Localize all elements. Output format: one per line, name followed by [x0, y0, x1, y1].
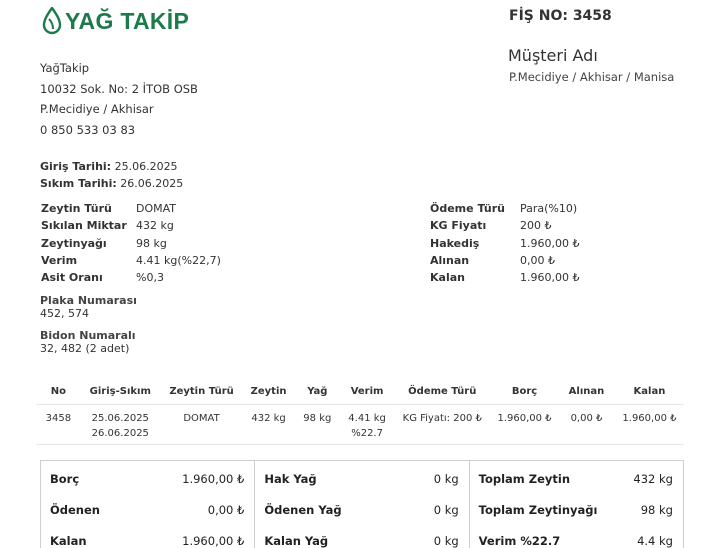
- plaka-block: [40, 294, 137, 320]
- firm-address-line1: 10032 Sok. No: 2 İTOB OSB: [40, 81, 198, 96]
- cell-zeytin-turu: DOMAT: [160, 404, 243, 444]
- summary-label: Verim %22.7: [478, 533, 561, 548]
- detail-row: [41, 200, 221, 217]
- firm-address-line2: P.Mecidiye / Akhisar: [40, 102, 154, 116]
- items-table: [36, 380, 684, 445]
- detail-value: %0,3: [136, 271, 164, 285]
- plaka-value: 452, 574: [40, 307, 89, 320]
- summary-label: Kalan: [50, 533, 87, 548]
- customer-address: P.Mecidiye / Akhisar / Manisa: [509, 70, 675, 84]
- detail-row: [430, 200, 579, 217]
- cell-yag: 98 kg: [294, 404, 341, 444]
- firm-name: YağTakip: [40, 61, 90, 75]
- summary-label: Ödenen: [50, 502, 100, 517]
- summary-value: 98 kg: [640, 502, 673, 517]
- detail-row: [41, 269, 221, 286]
- detail-value: 0,00 ₺: [520, 253, 555, 267]
- cell-odeme: KG Fiyatı: 200 ₺: [394, 404, 492, 444]
- detail-label: Asit Oranı: [41, 271, 103, 285]
- summary-label: Ödenen Yağ: [264, 502, 342, 517]
- col-header-yag: Yağ: [294, 380, 341, 404]
- sikim-date: 26.06.2025: [120, 177, 184, 190]
- cell-borc: 1.960,00 ₺: [491, 404, 558, 444]
- detail-value: 200 ₺: [520, 219, 552, 233]
- detail-label: Sıkılan Miktar: [41, 219, 127, 233]
- table-header-row: [36, 380, 684, 404]
- detail-row: [430, 217, 579, 234]
- summary-row: [479, 494, 683, 525]
- summary-row: [50, 494, 254, 525]
- cell-sikim: 26.06.2025: [91, 427, 149, 439]
- summary-value: 4.4 kg: [637, 533, 673, 548]
- col-header-odeme-turu: Ödeme Türü: [394, 380, 492, 404]
- summary-row: [50, 463, 254, 494]
- summary-value: 432 kg: [633, 471, 673, 486]
- detail-value: Para(%10): [520, 202, 578, 215]
- summary-row: [264, 494, 468, 525]
- detail-row: [41, 235, 221, 252]
- detail-label: Zeytinyağı: [41, 236, 107, 250]
- detail-value: 98 kg: [136, 236, 167, 250]
- detail-row: [430, 252, 579, 269]
- summary-value: 1.960,00 ₺: [182, 471, 245, 486]
- summary-label: Toplam Zeytinyağı: [478, 502, 598, 517]
- summary-col-payment: [41, 461, 254, 548]
- detail-label: Ödeme Türü: [430, 202, 505, 215]
- cell-alinan: 0,00 ₺: [558, 404, 615, 444]
- detail-label: Zeytin Türü: [41, 202, 112, 215]
- giris-label: Giriş Tarihi:: [40, 160, 112, 173]
- detail-label: Alınan: [430, 253, 470, 267]
- summary-value: 0 kg: [433, 471, 459, 486]
- cell-zeytin: 432 kg: [243, 404, 294, 444]
- detail-label: KG Fiyatı: [430, 219, 487, 233]
- summary-value: 0 kg: [433, 502, 459, 517]
- cell-giris: 25.06.2025: [91, 412, 149, 424]
- cell-giris-sikim: [81, 404, 160, 444]
- firm-info: [40, 58, 198, 140]
- dates-block: [40, 158, 183, 192]
- summary-label: Borç: [50, 471, 80, 486]
- summary-row: [479, 463, 683, 494]
- detail-value: 1.960,00 ₺: [520, 236, 580, 250]
- plaka-label: Plaka Numarası: [40, 294, 137, 307]
- col-header-alinan: Alınan: [558, 380, 615, 404]
- col-header-zeytin-turu: Zeytin Türü: [160, 380, 243, 404]
- detail-row: [41, 252, 221, 269]
- col-header-borc: Borç: [491, 380, 558, 404]
- summary-value: 0 kg: [433, 533, 459, 548]
- summary-row: [479, 525, 683, 548]
- cell-verim-pct: %22.7: [351, 427, 383, 439]
- detail-value: 4.41 kg(%22,7): [136, 253, 221, 267]
- bidon-value: 32, 482 (2 adet): [40, 342, 130, 355]
- col-header-no: No: [36, 380, 81, 404]
- summary-label: Hak Yağ: [264, 471, 317, 486]
- detail-value: 1.960,00 ₺: [520, 271, 580, 285]
- summary-row: [264, 525, 468, 548]
- olive-drop-icon: [42, 7, 62, 35]
- detail-row: [430, 235, 579, 252]
- detail-label: Verim: [41, 253, 78, 267]
- col-header-kalan: Kalan: [615, 380, 684, 404]
- summary-row: [50, 525, 254, 548]
- firm-phone: 0 850 533 03 83: [40, 122, 136, 137]
- table-row: [36, 404, 684, 444]
- summary-row: [264, 463, 468, 494]
- bidon-block: [40, 329, 136, 355]
- detail-value: 432 kg: [136, 219, 174, 233]
- customer-name: Müşteri Adı: [508, 46, 598, 65]
- detail-label: Hakediş: [430, 236, 480, 250]
- summary-label: Toplam Zeytin: [478, 471, 571, 486]
- details-left: [41, 200, 221, 286]
- brand-name: YAĞ TAKİP: [65, 7, 190, 34]
- brand-logo: [42, 7, 189, 35]
- cell-kalan: 1.960,00 ₺: [615, 404, 684, 444]
- cell-verim: [341, 404, 394, 444]
- cell-no: 3458: [36, 404, 81, 444]
- detail-row: [430, 269, 579, 286]
- col-header-verim: Verim: [341, 380, 394, 404]
- detail-row: [41, 217, 221, 234]
- sikim-label: Sıkım Tarihi:: [40, 177, 117, 190]
- col-header-giris-sikim: Giriş-Sıkım: [81, 380, 160, 404]
- summary-value: 0,00 ₺: [207, 502, 245, 517]
- giris-date: 25.06.2025: [114, 160, 178, 173]
- summary-value: 1.960,00 ₺: [182, 533, 245, 548]
- cell-verim-kg: 4.41 kg: [348, 412, 386, 424]
- receipt-number: FİŞ NO: 3458: [509, 8, 612, 24]
- summary-col-totals: [469, 461, 683, 548]
- summary-label: Kalan Yağ: [264, 533, 329, 548]
- bidon-label: Bidon Numaralı: [40, 329, 136, 342]
- col-header-zeytin: Zeytin: [243, 380, 294, 404]
- details-right: [430, 200, 579, 286]
- summary-col-oil: [254, 461, 468, 548]
- summary-box: [40, 460, 684, 548]
- detail-label: Kalan: [430, 271, 465, 285]
- detail-value: DOMAT: [136, 202, 177, 215]
